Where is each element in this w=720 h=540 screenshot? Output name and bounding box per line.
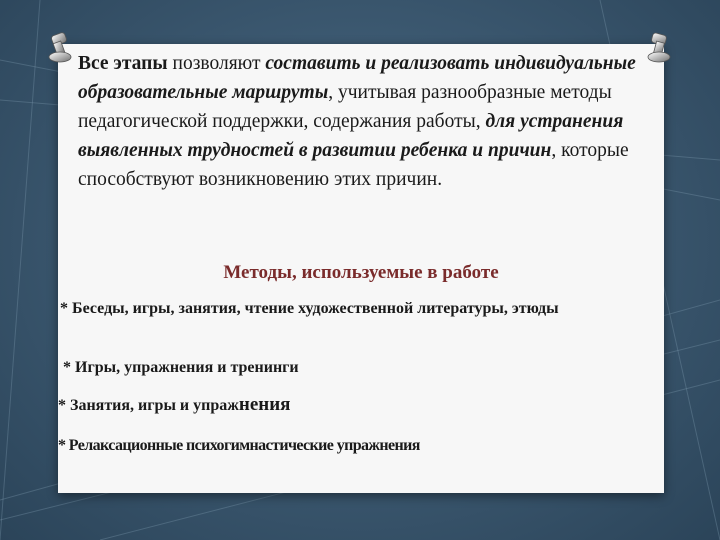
intro-stages-phrase: Все этапы	[78, 53, 168, 74]
intro-text-3: , которые способствуют возникновению этих причин.	[78, 140, 629, 190]
intro-emphasis-1: составить и реализовать индивидуальные образовательные маршруты	[78, 53, 636, 103]
intro-paragraph	[78, 49, 638, 194]
intro-text-2: , учитывая разнообразные методы педагогической поддержки, содержания работы,	[78, 82, 612, 132]
method-item	[58, 394, 290, 417]
method-item: * Беседы, игры, занятия, чтение художественной литературы, этюды	[60, 300, 559, 317]
method-item: * Релаксационные психогимнастические упражнения	[58, 437, 420, 454]
method-item-tail: нения	[238, 394, 291, 415]
method-item-text: * Занятия, игры и упраж	[58, 397, 239, 414]
thumbtack-icon	[644, 32, 674, 66]
intro-text-1: позволяют	[167, 53, 266, 74]
thumbtack-icon	[44, 32, 74, 66]
methods-heading: Методы, используемые в работе	[223, 262, 499, 283]
method-item: * Игры, упражнения и тренинги	[63, 359, 299, 376]
intro-emphasis-2: для устранения выявленных трудностей в развитии ребенка и причин	[78, 111, 624, 161]
